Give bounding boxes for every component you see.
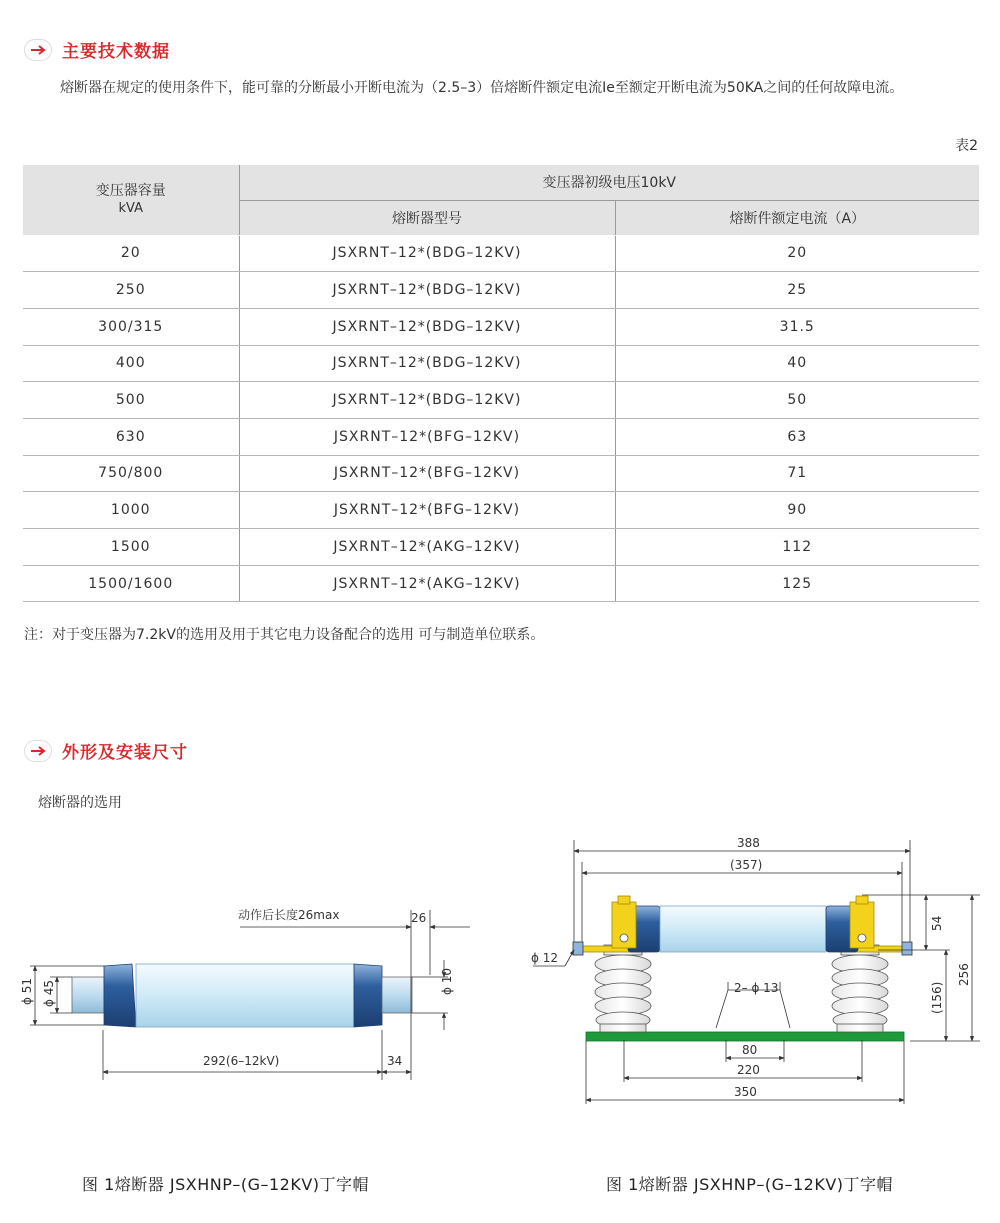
dim-220: 220	[737, 1063, 760, 1077]
cell-model: JSXRNT–12*(BDG–12KV)	[239, 272, 615, 309]
cell-capacity: 1500/1600	[23, 565, 239, 602]
cell-current: 90	[615, 492, 979, 529]
insulator-right	[832, 945, 888, 1032]
cell-capacity: 500	[23, 382, 239, 419]
figure-caption-left: 图 1熔断器 JSXHNP–(G–12KV)丁字帽	[82, 1175, 370, 1194]
header-model: 熔断器型号	[239, 200, 615, 235]
table-note: 注：对于变压器为7.2kV的选用及用于其它电力设备配合的选用 可与制造单位联系。	[24, 627, 545, 643]
cell-current: 125	[615, 565, 979, 602]
cell-current: 40	[615, 345, 979, 382]
dim-34: 34	[387, 1054, 403, 1068]
cell-capacity: 1500	[23, 529, 239, 566]
base-plate	[586, 1032, 904, 1041]
cell-model: JSXRNT–12*(BDG–12KV)	[239, 345, 615, 382]
insulator-left	[595, 945, 651, 1032]
cell-model: JSXRNT–12*(BFG–12KV)	[239, 418, 615, 455]
terminal-bolt	[573, 942, 583, 955]
section-title: 主要技术数据	[62, 42, 170, 62]
dim-26: 26	[411, 911, 427, 925]
cell-model: JSXRNT–12*(BFG–12KV)	[239, 492, 615, 529]
cell-capacity: 400	[23, 345, 239, 382]
cell-current: 71	[615, 455, 979, 492]
dim-80: 80	[742, 1043, 758, 1057]
cell-capacity: 630	[23, 418, 239, 455]
cell-capacity: 1000	[23, 492, 239, 529]
dim-phi51: ϕ 51	[20, 978, 34, 1005]
fuse-tube	[660, 906, 826, 952]
dim-388: 388	[737, 836, 760, 850]
dim-357: (357)	[730, 858, 763, 872]
cell-model: JSXRNT–12*(BFG–12KV)	[239, 455, 615, 492]
header-current: 熔断件额定电流（A）	[615, 200, 979, 235]
cell-current: 31.5	[615, 308, 979, 345]
terminal-bolt	[902, 942, 912, 955]
cell-capacity: 20	[23, 235, 239, 272]
dim-action-length: 动作后长度26max	[238, 908, 340, 922]
figure-subtitle: 熔断器的选用	[38, 795, 122, 811]
figure-caption-right: 图 1熔断器 JSXHNP–(G–12KV)丁字帽	[606, 1175, 894, 1194]
section-title: 外形及安装尺寸	[62, 743, 188, 763]
dim-phi45: ϕ 45	[42, 980, 56, 1007]
cell-current: 20	[615, 235, 979, 272]
cell-current: 50	[615, 382, 979, 419]
cell-model: JSXRNT–12*(BDG–12KV)	[239, 235, 615, 272]
cell-model: JSXRNT–12*(BDG–12KV)	[239, 382, 615, 419]
dim-156: (156)	[930, 981, 944, 1014]
cell-model: JSXRNT–12*(BDG–12KV)	[239, 308, 615, 345]
header-capacity-label: 变压器容量	[95, 182, 166, 199]
fuse-end-cap	[354, 964, 382, 1027]
cell-current: 63	[615, 418, 979, 455]
cell-current: 25	[615, 272, 979, 309]
header-capacity-unit: kVA	[118, 200, 143, 216]
cell-capacity: 300/315	[23, 308, 239, 345]
table-label: 表2	[955, 138, 978, 154]
dim-phi12: ϕ 12	[531, 951, 558, 965]
fuse-tube	[136, 964, 354, 1027]
dim-256: 256	[957, 963, 971, 986]
intro-paragraph: 熔断器在规定的使用条件下，能可靠的分断最小开断电流为（2.5–3）倍熔断件额定电流Ie至额定开断电流为50KA之间的任何故障电流。	[60, 80, 904, 96]
dim-350: 350	[734, 1085, 757, 1099]
fuse-end-contact	[72, 977, 104, 1013]
dim-292: 292(6–12kV)	[203, 1054, 280, 1068]
dim-54: 54	[930, 915, 944, 931]
dim-2phi13: 2– ϕ 13	[734, 981, 779, 995]
cell-model: JSXRNT–12*(AKG–12KV)	[239, 529, 615, 566]
cell-capacity: 250	[23, 272, 239, 309]
cell-capacity: 750/800	[23, 455, 239, 492]
cell-model: JSXRNT–12*(AKG–12KV)	[239, 565, 615, 602]
fuse-end-cap	[104, 964, 136, 1027]
fuse-end-contact	[382, 977, 412, 1013]
cell-current: 112	[615, 529, 979, 566]
dim-phi10: ϕ 10	[440, 968, 454, 995]
header-voltage: 变压器初级电压10kV	[239, 165, 979, 200]
